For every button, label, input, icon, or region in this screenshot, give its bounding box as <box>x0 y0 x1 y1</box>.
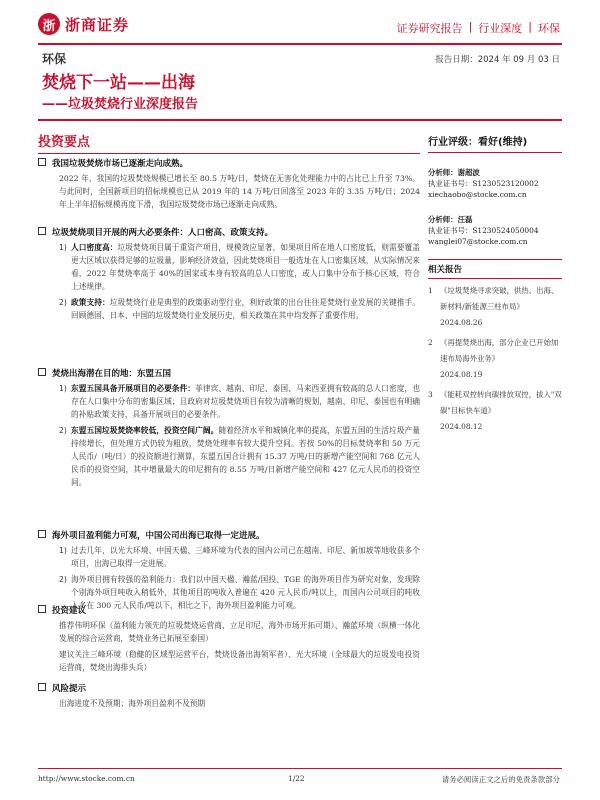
highlight-heading: 我国垃圾焚烧市场已逐渐走向成熟。 <box>52 159 189 169</box>
item-text: 海外项目拥有较强的盈利能力：我们以中国天楹、瀚蓝/国投、TGE 的海外项目作为研究对象，发现除个别海外项目吨收入稍低外，其他项目的吨收入普遍在 420 元人民币/吨以上，而国内公司项目的吨收入多在 300 元人民币/吨以下，相比之下，海外项目盈利能力可观。 <box>71 575 420 610</box>
footer-url[interactable]: http://www.stocke.com.cn <box>38 774 135 783</box>
tag-report-type: 证券研究报告 <box>396 22 463 35</box>
highlights-heading: 投资要点 <box>38 131 420 154</box>
analyst-role: 分析师： <box>428 168 458 177</box>
tag-separator: | <box>528 20 532 33</box>
report-subtitle: ——垃圾焚烧行业深度报告 <box>42 97 199 112</box>
numbered-item: 2) 海外项目拥有较强的盈利能力：我们以中国天楹、瀚蓝/国投、TGE 的海外项目作为研究对象，发现除个别海外项目吨收入稍低外，其他项目的吨收入普遍在 420 元人民币/吨以上，而国内公司项目的吨收入多在 300 元人民币/吨以下，相比之下，海外项目盈利能力可观。 <box>59 575 420 610</box>
page-number: 1/22 <box>288 774 305 783</box>
logo-mark-icon: 浙 <box>38 13 60 35</box>
highlight-investment-advice <box>38 604 420 674</box>
related-report-number: 2 <box>428 338 433 347</box>
report-tags <box>397 20 560 36</box>
related-report-date: 2024.08.12 <box>440 422 483 431</box>
header-divider <box>38 43 562 45</box>
checkbox-icon <box>38 158 46 166</box>
company-logo <box>38 13 129 35</box>
title-divider <box>38 119 562 121</box>
footer-disclaimer: 请务必阅读正文之后的免责条款部分 <box>441 775 560 784</box>
related-report-date: 2024.08.26 <box>440 318 483 327</box>
numbered-item: 2) 东盟五国垃圾焚烧率较低，投资空间广阔。随着经济水平和城镇化率的提高，东盟五国的生活垃圾产量持续增长，但处理方式仍较为粗放，焚烧处理率有较大提升空间。若按 50%的目标焚烧率和 50 万元人民币/（吨/日）的投资额进行测算，东盟五国合计拥有 15.37 万吨/日的新增产能空间和 768 亿元人民币的投资空间，其中增量最大的印尼拥有的 8.55 万吨/日新增产能空间和 427 亿元人民币的投资空间。 <box>59 426 420 487</box>
tag-industry: 环保 <box>538 22 560 35</box>
checkbox-icon <box>38 683 46 691</box>
analyst-name: 汪磊 <box>457 215 473 224</box>
item-text: 随着经济水平和城镇化率的提高，东盟五国的生活垃圾产量持续增长，但处理方式仍较为粗放，焚烧处理率有较大提升空间。若按 50%的目标焚烧率和 50 万元人民币/（吨/日）的投资额进行测算，东盟五国合计拥有 15.37 万吨/日的新增产能空间和 768 亿元人民币的投资空间，其中增量最大的印尼拥有的 8.55 万吨/日新增产能空间和 427 亿元人民币的投资空间。 <box>71 426 420 487</box>
item-label: 东盟五国具备开展项目的必要条件： <box>71 384 196 393</box>
report-title: 焚烧下一站——出海 <box>42 73 195 93</box>
highlight-heading: 垃圾焚烧项目开展的两大必要条件：人口密高、政策支持。 <box>52 228 274 238</box>
analyst-name: 谢超波 <box>457 168 480 177</box>
industry-label: 环保 <box>42 52 67 66</box>
risk-text: 出海进度不及预期；海外项目盈利不及预期 <box>59 699 206 708</box>
tag-report-kind: 行业深度 <box>478 22 523 35</box>
related-report-title: 《再提焚烧出海，部分企业已开始加速布局海外业务》 <box>440 338 559 363</box>
item-text: 垃圾焚烧项目属于重资产项目，规模效应显著，如果项目所在地人口密度低，则需要覆盖更大区域以获得足够的垃圾量，影响经济效益，因此焚烧项目一般选址在人口密集区域，从实际情况来看，2022 年焚烧率高于 40%的国家或本身有较高的总人口密度，或人口集中分布于核心区域，符合上述规律。 <box>71 243 420 291</box>
analyst-cert: 执业证书号：S1230524050004 <box>428 226 539 235</box>
analyst-card <box>428 214 562 247</box>
highlight-conditions <box>38 226 420 322</box>
related-report-number: 1 <box>428 286 433 295</box>
highlight-asean <box>38 367 420 489</box>
related-report-date: 2024.08.19 <box>440 370 483 379</box>
related-report-title: 《能耗双控转向碳排放双控，拔入"双碳"目标快车道》 <box>440 390 562 415</box>
highlight-overseas-profit <box>38 529 420 612</box>
checkbox-icon <box>38 530 46 538</box>
attention-text: 建议关注三峰环境（稳健的区域型运营平台，焚烧设备出海领军者）、光大环境（全球最大的垃圾发电投资运营商，焚烧出海排头兵） <box>59 650 420 672</box>
item-text: 过去几年，以光大环境、中国天楹、三峰环境为代表的国内公司已在越南、印尼、新加坡等地收获多个项目，出海已取得一定进展。 <box>71 546 420 568</box>
related-report-item[interactable] <box>428 335 562 383</box>
report-date: 报告日期：2024 年 09 月 03 日 <box>435 55 560 65</box>
numbered-item: 1) 东盟五国具备开展项目的必要条件：菲律宾、越南、印尼、泰国、马来西亚拥有较高的总人口密度，也存在人口集中分布的密集区域；且政府对垃圾焚烧项目有较为清晰的规划，越南、印尼、泰国也有明确的补贴政策支持，具备开展项目的必要条件。 <box>59 384 420 419</box>
item-label: 政策支持： <box>71 298 110 307</box>
investment-highlights <box>38 131 420 708</box>
related-report-item[interactable] <box>428 387 562 435</box>
sidebar <box>428 133 562 435</box>
highlight-body: 2022 年，我国的垃圾焚烧规模已增长至 80.5 万吨/日，焚烧在无害化处理能力中的占比已上升至 73%。与此同时，全国新项目的招标规模也已从 2019 年的 14 万吨/日回落至 2023 年的 3.35 万吨/日；2024 年上半年招标规模再度下滑，我国垃圾焚烧市场已逐渐走向成熟。 <box>59 174 420 209</box>
analyst-role: 分析师： <box>428 215 458 224</box>
item-label: 东盟五国垃圾焚烧率较低，投资空间广阔。 <box>71 426 219 435</box>
item-text: 菲律宾、越南、印尼、泰国、马来西亚拥有较高的总人口密度，也存在人口集中分布的密集区域；且政府对垃圾焚烧项目有较为清晰的规划，越南、印尼、泰国也有明确的补贴政策支持，具备开展项目的必要条件。 <box>71 384 420 419</box>
numbered-item: 1) 过去几年，以光大环境、中国天楹、三峰环境为代表的国内公司已在越南、印尼、新加坡等地收获多个项目，出海已取得一定进展。 <box>59 546 420 568</box>
numbered-item: 1) 人口密度高：垃圾焚烧项目属于重资产项目，规模效应显著，如果项目所在地人口密度低，则需要覆盖更大区域以获得足够的垃圾量，影响经济效益，因此焚烧项目一般选址在人口密集区域，从实际情况来看，2022 年焚烧率高于 40%的国家或本身有较高的总人口密度，或人口集中分布于核心区域，符合上述规律。 <box>59 243 420 291</box>
checkbox-icon <box>38 368 46 376</box>
analyst-cert: 执业证书号：S1230523120002 <box>428 179 539 188</box>
related-report-number: 3 <box>428 390 433 399</box>
related-report-title: 《垃圾焚烧寻求突破，供热、出海、新材料/新能源三柱布局》 <box>440 286 559 311</box>
analyst-card <box>428 167 562 200</box>
numbered-item: 2) 政策支持：垃圾焚烧行业是典型的政策驱动型行业，利好政策的出台往往是焚烧行业发展的关键推手。回顾德国、日本、中国的垃圾焚烧行业发展历史，相关政策在其中均发挥了重要作用。 <box>59 298 420 320</box>
tag-separator: | <box>468 20 473 33</box>
item-label: 人口密度高： <box>71 243 118 252</box>
highlight-heading: 焚烧出海潜在目的地：东盟五国 <box>52 369 172 379</box>
analyst-email[interactable]: wanglei07@stocke.com.cn <box>428 237 528 246</box>
highlight-risk <box>38 682 420 710</box>
related-reports-heading: 相关报告 <box>428 259 562 279</box>
highlight-heading: 海外项目盈利能力可观，中国公司出海已取得一定进展。 <box>52 531 265 541</box>
analyst-email[interactable]: xiechaobo@stocke.com.cn <box>428 190 527 199</box>
highlight-market-maturity <box>38 157 420 211</box>
item-text: 垃圾焚烧行业是典型的政策驱动型行业，利好政策的出台往往是焚烧行业发展的关键推手。回顾德国、日本、中国的垃圾焚烧行业发展历史，相关政策在其中均发挥了重要作用。 <box>71 298 420 320</box>
checkbox-icon <box>38 227 46 235</box>
related-report-item[interactable] <box>428 283 562 331</box>
recommend-text: 推荐伟明环保（盈利能力领先的垃圾焚烧运营商，立足印尼，海外市场开拓可期）、瀚蓝环境（纵横一体化发展的综合运营商，焚烧业务已拓展至泰国） <box>59 621 420 643</box>
footer-divider <box>38 768 562 769</box>
industry-rating: 行业评级：看好(维持) <box>428 133 562 153</box>
brand-name: 浙商证券 <box>65 15 130 34</box>
highlight-heading: 投资建议 <box>52 606 87 616</box>
checkbox-icon <box>38 605 46 613</box>
highlight-heading: 风险提示 <box>52 684 87 694</box>
